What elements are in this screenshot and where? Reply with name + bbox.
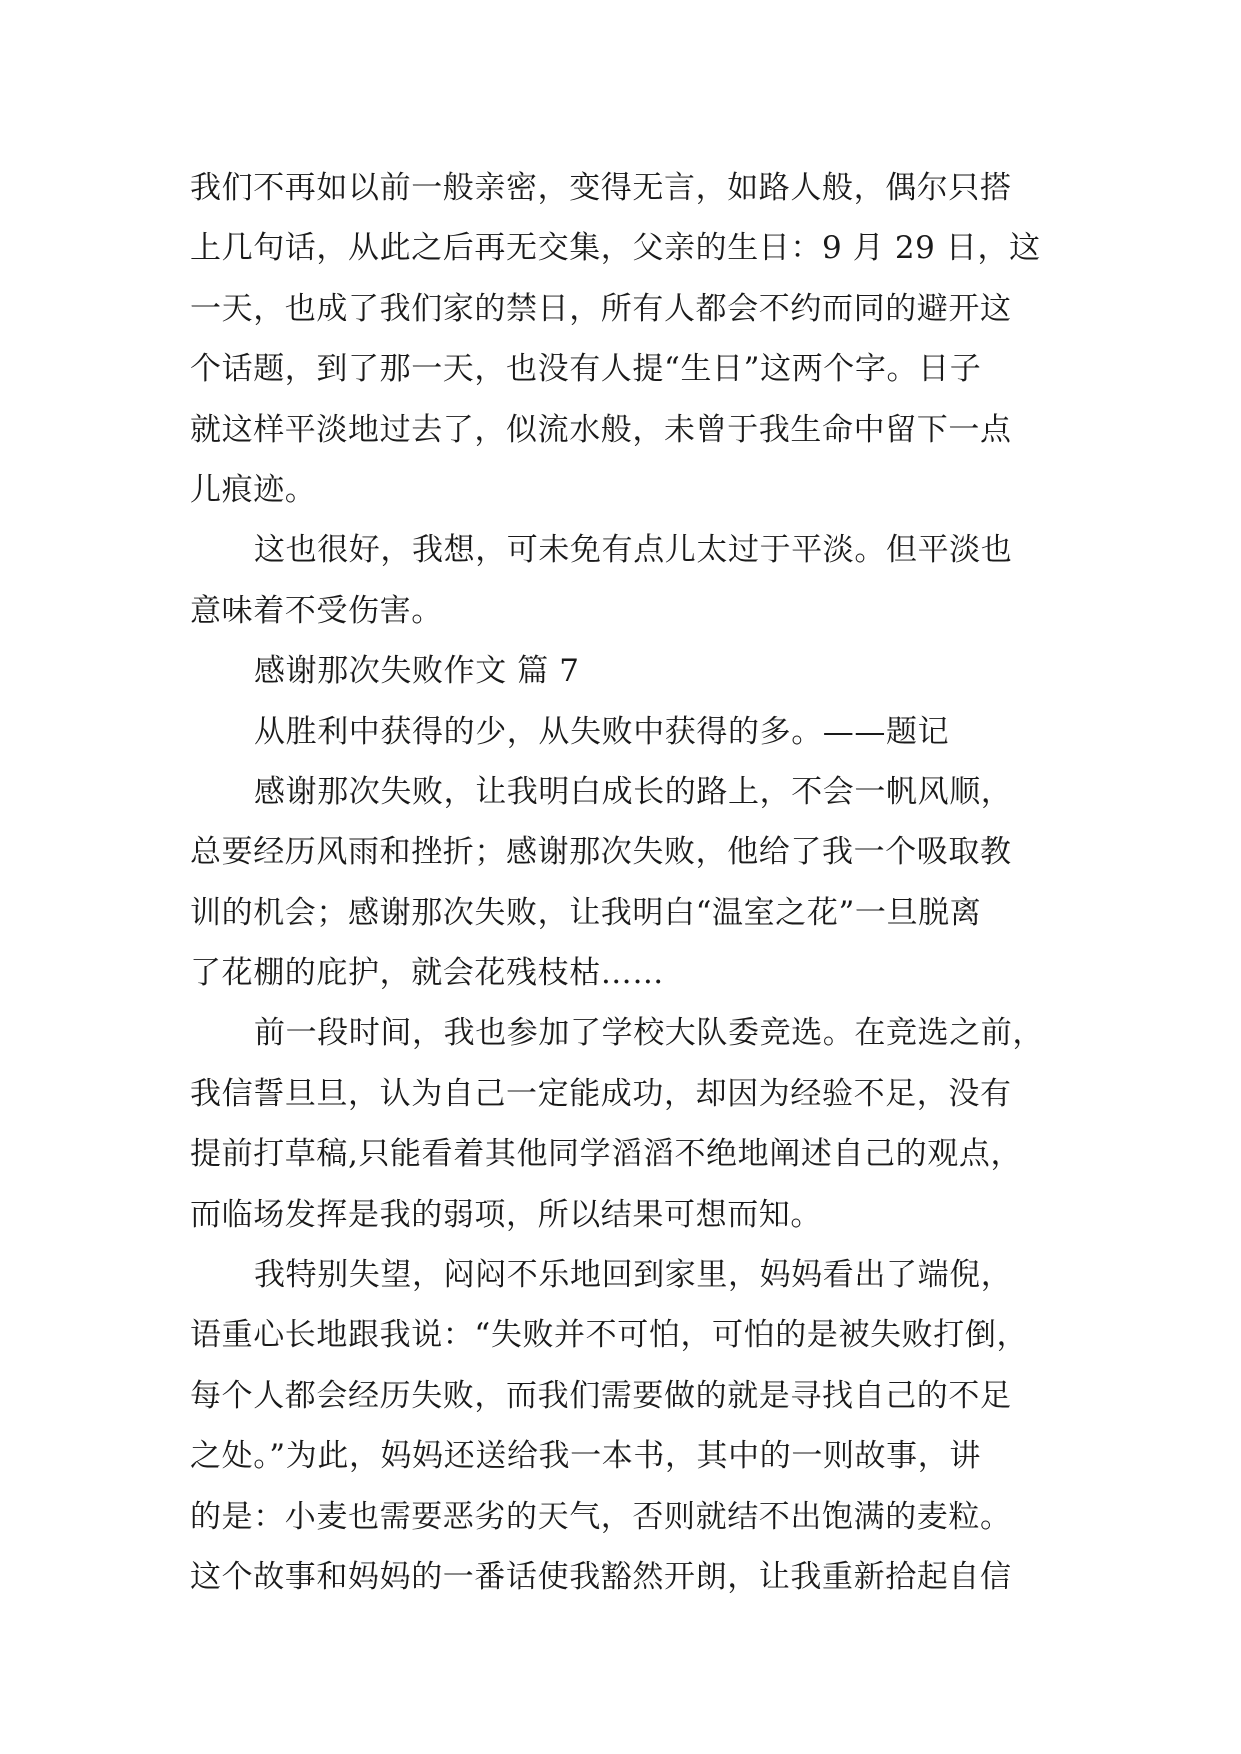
text-line: 意味着不受伤害。 <box>190 592 443 629</box>
text-line: 训的机会；感谢那次失败，让我明白“温室之花”一旦脱离 <box>190 894 982 931</box>
text-line: 每个人都会经历失败，而我们需要做的就是寻找自己的不足 <box>190 1377 1012 1414</box>
text-line: 而临场发挥是我的弱项，所以结果可想而知。 <box>190 1196 822 1233</box>
text-line: 提前打草稿,只能看着其他同学滔滔不绝地阐述自己的观点， <box>190 1136 1023 1173</box>
document-page <box>190 158 1050 1607</box>
text-line: 的是：小麦也需要恶劣的天气，否则就结不出饱满的麦粒。 <box>190 1498 1012 1535</box>
text-line: 就这样平淡地过去了，似流水般，未曾于我生命中留下一点 <box>190 411 1012 448</box>
epigraph-line: 从胜利中获得的少，从失败中获得的多。——题记 <box>254 713 950 750</box>
text-line: 个话题，到了那一天，也没有人提“生日”这两个字。日子 <box>190 351 982 388</box>
text-line: 前一段时间，我也参加了学校大队委竞选。在竞选之前， <box>254 1015 1044 1052</box>
text-line: 总要经历风雨和挫折；感谢那次失败，他给了我一个吸取教 <box>190 834 1012 871</box>
text-line: 我特别失望，闷闷不乐地回到家里，妈妈看出了端倪， <box>254 1257 1013 1294</box>
text-line: 一天，也成了我们家的禁日，所有人都会不约而同的避开这 <box>190 290 1012 327</box>
text-line: 这个故事和妈妈的一番话使我豁然开朗，让我重新拾起自信 <box>190 1558 1012 1595</box>
text-line: 这也很好，我想，可未免有点儿太过于平淡。但平淡也 <box>254 532 1013 569</box>
text-line: 我信誓旦旦，认为自己一定能成功，却因为经验不足，没有 <box>190 1075 1012 1112</box>
section-heading: 感谢那次失败作文 篇 7 <box>254 653 580 690</box>
text-line: 了花棚的庇护，就会花残枝枯…… <box>190 955 664 992</box>
text-line: 我们不再如以前一般亲密，变得无言，如路人般，偶尔只搭 <box>190 170 1012 206</box>
text-line: 上几句话，从此之后再无交集，父亲的生日：9 月 29 日，这 <box>190 230 1041 267</box>
text-line: 感谢那次失败，让我明白成长的路上，不会一帆风顺， <box>254 773 1013 810</box>
text-line: 儿痕迹。 <box>190 471 317 508</box>
text-line: 之处。”为此，妈妈还送给我一本书，其中的一则故事，讲 <box>190 1438 981 1475</box>
text-line: 语重心长地跟我说：“失败并不可怕，可怕的是被失败打倒， <box>190 1317 1029 1354</box>
